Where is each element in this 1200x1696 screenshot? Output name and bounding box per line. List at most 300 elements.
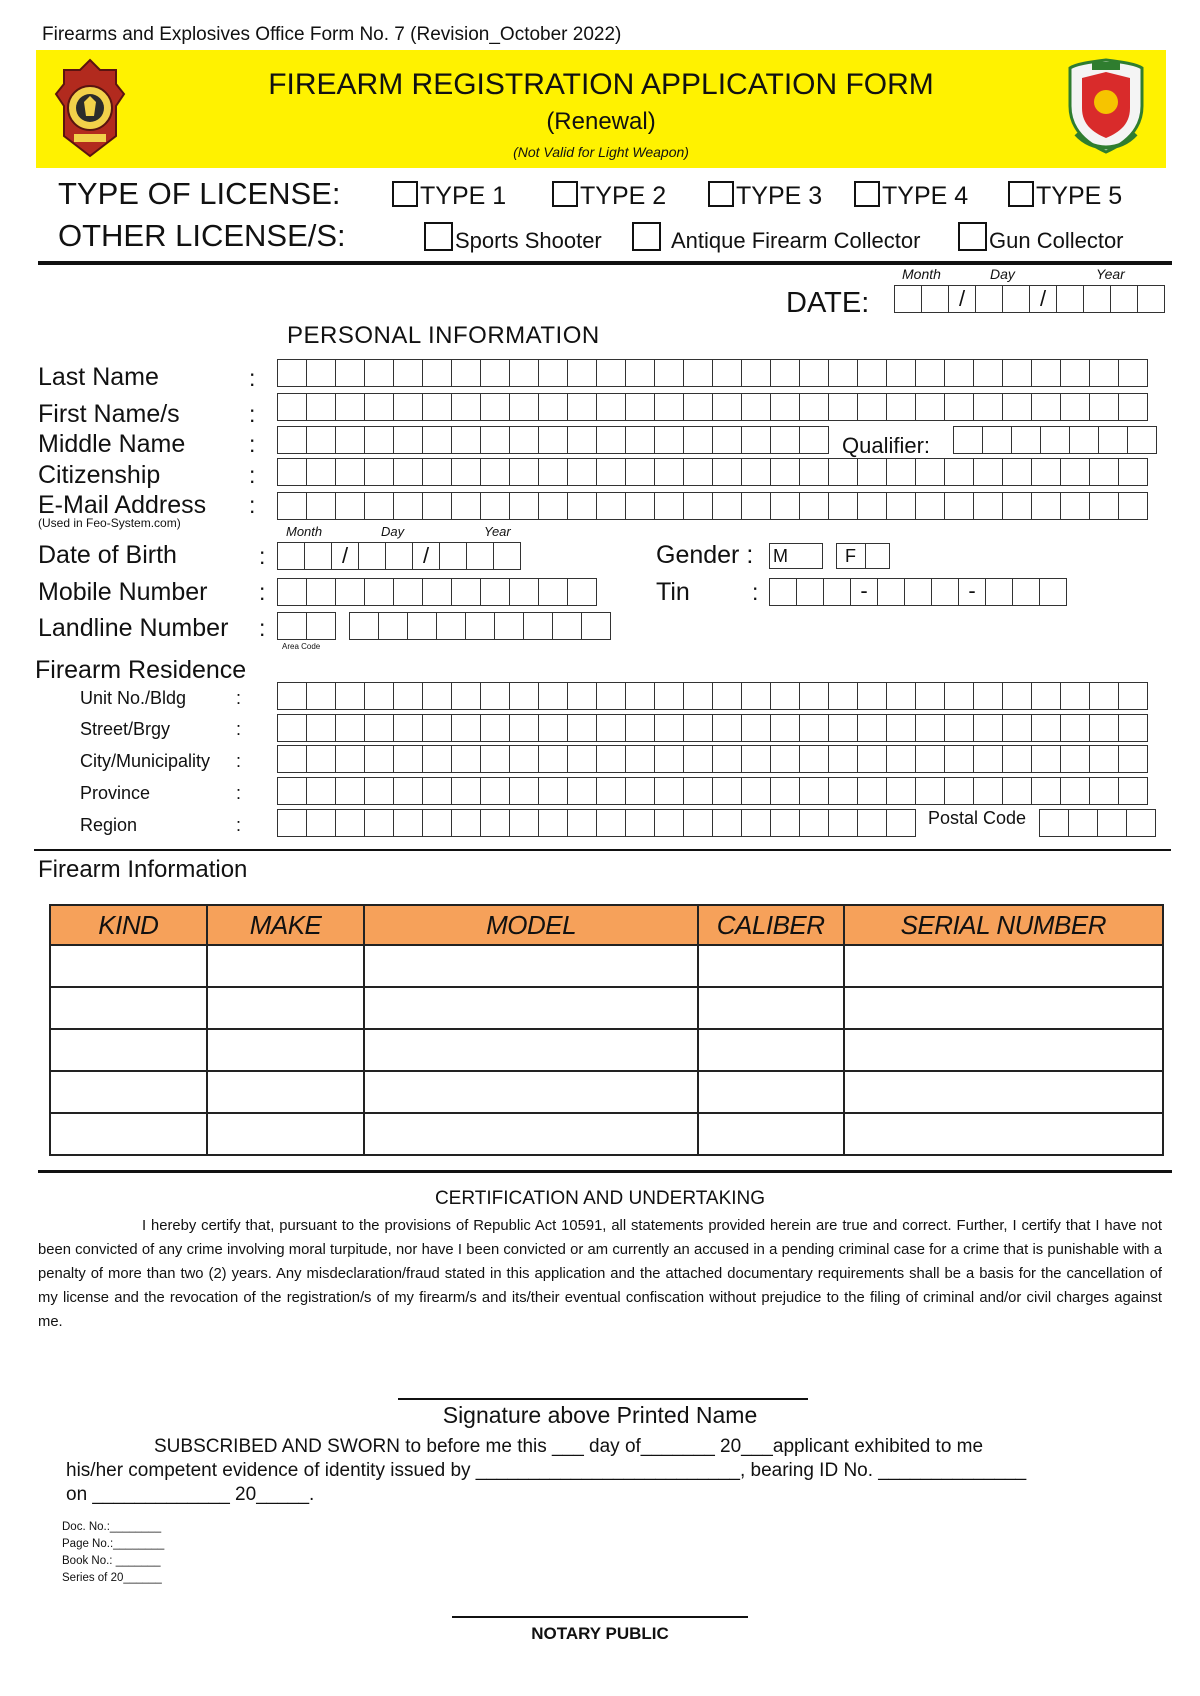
char-box[interactable]: [973, 393, 1003, 421]
gender-m-box[interactable]: [769, 543, 823, 569]
char-box[interactable]: [567, 809, 597, 837]
char-box[interactable]: [1039, 578, 1067, 606]
char-box[interactable]: [886, 492, 916, 520]
char-box[interactable]: [277, 612, 307, 640]
char-box[interactable]: [385, 542, 413, 570]
char-box[interactable]: [1002, 682, 1032, 710]
char-box[interactable]: [1060, 393, 1090, 421]
char-box[interactable]: [1002, 458, 1032, 486]
char-box[interactable]: [828, 777, 858, 805]
char-box[interactable]: [335, 578, 365, 606]
char-box[interactable]: [683, 745, 713, 773]
char-box[interactable]: [799, 426, 829, 454]
char-box[interactable]: [552, 612, 582, 640]
char-box[interactable]: [770, 714, 800, 742]
serial-cell[interactable]: [844, 1071, 1163, 1113]
char-box[interactable]: [306, 714, 336, 742]
region-field[interactable]: [277, 809, 915, 837]
char-box[interactable]: [886, 682, 916, 710]
char-box[interactable]: [712, 359, 742, 387]
char-box[interactable]: [654, 492, 684, 520]
char-box[interactable]: [857, 745, 887, 773]
char-box[interactable]: [915, 777, 945, 805]
char-box[interactable]: [451, 809, 481, 837]
char-box[interactable]: [538, 426, 568, 454]
char-box[interactable]: [567, 393, 597, 421]
char-box[interactable]: [1002, 492, 1032, 520]
char-box[interactable]: [828, 359, 858, 387]
char-box[interactable]: [422, 426, 452, 454]
char-box[interactable]: [393, 809, 423, 837]
char-box[interactable]: [277, 714, 307, 742]
char-box[interactable]: [654, 458, 684, 486]
char-box[interactable]: [480, 426, 510, 454]
char-box[interactable]: [494, 612, 524, 640]
char-box[interactable]: [944, 359, 974, 387]
char-box[interactable]: [741, 714, 771, 742]
char-box[interactable]: [915, 359, 945, 387]
char-box[interactable]: [306, 426, 336, 454]
char-box[interactable]: [712, 777, 742, 805]
model-cell[interactable]: [364, 1113, 697, 1155]
char-box[interactable]: [973, 359, 1003, 387]
char-box[interactable]: [1110, 285, 1138, 313]
type2-option[interactable]: [552, 181, 666, 211]
char-box[interactable]: [770, 809, 800, 837]
type4-option[interactable]: [854, 181, 968, 211]
char-box[interactable]: [712, 809, 742, 837]
char-box[interactable]: [596, 359, 626, 387]
char-box[interactable]: [364, 777, 394, 805]
char-box[interactable]: [915, 492, 945, 520]
char-box[interactable]: [412, 542, 440, 570]
char-box[interactable]: [596, 777, 626, 805]
char-box[interactable]: [407, 612, 437, 640]
char-box[interactable]: [538, 777, 568, 805]
char-box[interactable]: [741, 682, 771, 710]
gun-collector-checkbox[interactable]: [958, 222, 987, 251]
char-box[interactable]: [857, 714, 887, 742]
char-box[interactable]: [509, 426, 539, 454]
kind-cell[interactable]: [50, 1113, 207, 1155]
sports-shooter-option[interactable]: [424, 222, 602, 254]
char-box[interactable]: [378, 612, 408, 640]
char-box[interactable]: [306, 809, 336, 837]
char-box[interactable]: [877, 578, 905, 606]
char-box[interactable]: [654, 714, 684, 742]
char-box[interactable]: [596, 458, 626, 486]
qualifier-field[interactable]: [953, 426, 1156, 454]
char-box[interactable]: [915, 714, 945, 742]
char-box[interactable]: [480, 809, 510, 837]
char-box[interactable]: [1089, 714, 1119, 742]
mobile-field[interactable]: [277, 578, 596, 606]
char-box[interactable]: [1089, 777, 1119, 805]
char-box[interactable]: [509, 578, 539, 606]
char-box[interactable]: [770, 393, 800, 421]
email-field[interactable]: [277, 492, 1147, 520]
char-box[interactable]: [886, 809, 916, 837]
char-box[interactable]: [741, 492, 771, 520]
serial-cell[interactable]: [844, 1029, 1163, 1071]
char-box[interactable]: [1089, 492, 1119, 520]
char-box[interactable]: [509, 809, 539, 837]
char-box[interactable]: [509, 492, 539, 520]
char-box[interactable]: [538, 393, 568, 421]
char-box[interactable]: [509, 714, 539, 742]
char-box[interactable]: [770, 458, 800, 486]
sports-shooter-checkbox[interactable]: [424, 222, 453, 251]
char-box[interactable]: [828, 492, 858, 520]
char-box[interactable]: [886, 359, 916, 387]
char-box[interactable]: [654, 393, 684, 421]
char-box[interactable]: [770, 745, 800, 773]
char-box[interactable]: [277, 492, 307, 520]
char-box[interactable]: [850, 578, 878, 606]
char-box[interactable]: [770, 359, 800, 387]
char-box[interactable]: [712, 393, 742, 421]
char-box[interactable]: [1002, 285, 1030, 313]
char-box[interactable]: [1012, 578, 1040, 606]
char-box[interactable]: [451, 393, 481, 421]
char-box[interactable]: [451, 458, 481, 486]
char-box[interactable]: [277, 578, 307, 606]
char-box[interactable]: [306, 777, 336, 805]
last-name-field[interactable]: [277, 359, 1147, 387]
char-box[interactable]: [451, 359, 481, 387]
char-box[interactable]: [538, 359, 568, 387]
char-box[interactable]: [625, 682, 655, 710]
char-box[interactable]: [886, 745, 916, 773]
postal-code-field[interactable]: [1039, 809, 1155, 837]
char-box[interactable]: [1126, 809, 1156, 837]
serial-cell[interactable]: [844, 945, 1163, 987]
char-box[interactable]: [567, 492, 597, 520]
type2-checkbox[interactable]: [552, 181, 578, 207]
citizenship-field[interactable]: [277, 458, 1147, 486]
char-box[interactable]: [335, 359, 365, 387]
char-box[interactable]: [857, 393, 887, 421]
char-box[interactable]: [886, 777, 916, 805]
char-box[interactable]: [422, 714, 452, 742]
char-box[interactable]: [857, 777, 887, 805]
char-box[interactable]: [451, 492, 481, 520]
char-box[interactable]: [422, 359, 452, 387]
char-box[interactable]: [1118, 777, 1148, 805]
char-box[interactable]: [1060, 458, 1090, 486]
char-box[interactable]: [799, 458, 829, 486]
char-box[interactable]: [770, 492, 800, 520]
char-box[interactable]: [364, 745, 394, 773]
char-box[interactable]: [915, 458, 945, 486]
make-cell[interactable]: [207, 987, 365, 1029]
char-box[interactable]: [741, 393, 771, 421]
char-box[interactable]: [277, 393, 307, 421]
char-box[interactable]: [741, 745, 771, 773]
char-box[interactable]: [799, 714, 829, 742]
char-box[interactable]: [915, 682, 945, 710]
char-box[interactable]: [335, 426, 365, 454]
char-box[interactable]: [886, 458, 916, 486]
char-box[interactable]: [567, 777, 597, 805]
unit-field[interactable]: [277, 682, 1147, 710]
char-box[interactable]: [596, 745, 626, 773]
char-box[interactable]: [364, 426, 394, 454]
char-box[interactable]: [944, 777, 974, 805]
gun-collector-option[interactable]: [958, 222, 1124, 254]
char-box[interactable]: [770, 777, 800, 805]
char-box[interactable]: [915, 745, 945, 773]
char-box[interactable]: [596, 714, 626, 742]
char-box[interactable]: [1118, 458, 1148, 486]
char-box[interactable]: [828, 809, 858, 837]
char-box[interactable]: [625, 359, 655, 387]
char-box[interactable]: [1002, 777, 1032, 805]
char-box[interactable]: [1011, 426, 1041, 454]
char-box[interactable]: [894, 285, 922, 313]
caliber-cell[interactable]: [698, 987, 844, 1029]
antique-collector-option[interactable]: [632, 222, 920, 254]
char-box[interactable]: [439, 542, 467, 570]
serial-cell[interactable]: [844, 987, 1163, 1029]
char-box[interactable]: [1089, 393, 1119, 421]
char-box[interactable]: [596, 809, 626, 837]
char-box[interactable]: [335, 714, 365, 742]
char-box[interactable]: [493, 542, 521, 570]
char-box[interactable]: [654, 359, 684, 387]
char-box[interactable]: [982, 426, 1012, 454]
char-box[interactable]: [335, 682, 365, 710]
char-box[interactable]: [948, 285, 976, 313]
char-box[interactable]: [1098, 426, 1128, 454]
char-box[interactable]: [393, 359, 423, 387]
char-box[interactable]: [973, 492, 1003, 520]
char-box[interactable]: [654, 777, 684, 805]
char-box[interactable]: [306, 682, 336, 710]
gender-f-box[interactable]: [836, 543, 890, 569]
make-cell[interactable]: [207, 1113, 365, 1155]
char-box[interactable]: [596, 682, 626, 710]
model-cell[interactable]: [364, 987, 697, 1029]
char-box[interactable]: [393, 393, 423, 421]
char-box[interactable]: [451, 682, 481, 710]
char-box[interactable]: [799, 682, 829, 710]
char-box[interactable]: [1068, 809, 1098, 837]
char-box[interactable]: [1002, 359, 1032, 387]
char-box[interactable]: [277, 458, 307, 486]
char-box[interactable]: [1040, 426, 1070, 454]
char-box[interactable]: [422, 745, 452, 773]
char-box[interactable]: [1029, 285, 1057, 313]
char-box[interactable]: [306, 612, 336, 640]
char-box[interactable]: [973, 745, 1003, 773]
kind-cell[interactable]: [50, 1071, 207, 1113]
char-box[interactable]: [1002, 714, 1032, 742]
char-box[interactable]: [741, 426, 771, 454]
char-box[interactable]: [1060, 745, 1090, 773]
char-box[interactable]: [436, 612, 466, 640]
char-box[interactable]: [683, 682, 713, 710]
char-box[interactable]: [335, 777, 365, 805]
char-box[interactable]: [538, 492, 568, 520]
char-box[interactable]: [277, 359, 307, 387]
char-box[interactable]: [509, 393, 539, 421]
char-box[interactable]: [712, 492, 742, 520]
char-box[interactable]: [306, 745, 336, 773]
area-code-field[interactable]: [277, 612, 335, 640]
char-box[interactable]: [480, 745, 510, 773]
char-box[interactable]: [625, 492, 655, 520]
char-box[interactable]: [1089, 745, 1119, 773]
char-box[interactable]: [1069, 426, 1099, 454]
char-box[interactable]: [358, 542, 386, 570]
char-box[interactable]: [828, 682, 858, 710]
char-box[interactable]: [1002, 393, 1032, 421]
char-box[interactable]: [799, 809, 829, 837]
char-box[interactable]: [596, 426, 626, 454]
char-box[interactable]: [904, 578, 932, 606]
char-box[interactable]: [364, 809, 394, 837]
char-box[interactable]: [857, 359, 887, 387]
landline-field[interactable]: [349, 612, 610, 640]
char-box[interactable]: [973, 458, 1003, 486]
char-box[interactable]: [741, 777, 771, 805]
kind-cell[interactable]: [50, 945, 207, 987]
char-box[interactable]: [1089, 359, 1119, 387]
char-box[interactable]: [799, 492, 829, 520]
char-box[interactable]: [975, 285, 1003, 313]
middle-name-field[interactable]: [277, 426, 828, 454]
char-box[interactable]: [581, 612, 611, 640]
char-box[interactable]: [973, 682, 1003, 710]
char-box[interactable]: [422, 809, 452, 837]
char-box[interactable]: [509, 458, 539, 486]
char-box[interactable]: [509, 745, 539, 773]
char-box[interactable]: [509, 777, 539, 805]
char-box[interactable]: [277, 426, 307, 454]
char-box[interactable]: [1118, 682, 1148, 710]
char-box[interactable]: [741, 809, 771, 837]
char-box[interactable]: [712, 682, 742, 710]
char-box[interactable]: [1031, 458, 1061, 486]
char-box[interactable]: [683, 458, 713, 486]
char-box[interactable]: [625, 714, 655, 742]
char-box[interactable]: [1031, 745, 1061, 773]
char-box[interactable]: [480, 714, 510, 742]
first-name-field[interactable]: [277, 393, 1147, 421]
char-box[interactable]: [823, 578, 851, 606]
char-box[interactable]: [683, 359, 713, 387]
char-box[interactable]: [306, 492, 336, 520]
type5-checkbox[interactable]: [1008, 181, 1034, 207]
street-field[interactable]: [277, 714, 1147, 742]
caliber-cell[interactable]: [698, 1113, 844, 1155]
char-box[interactable]: [796, 578, 824, 606]
char-box[interactable]: [1127, 426, 1157, 454]
char-box[interactable]: [985, 578, 1013, 606]
char-box[interactable]: [683, 492, 713, 520]
char-box[interactable]: [799, 359, 829, 387]
char-box[interactable]: [857, 809, 887, 837]
char-box[interactable]: [1089, 458, 1119, 486]
char-box[interactable]: [1118, 492, 1148, 520]
char-box[interactable]: [304, 542, 332, 570]
char-box[interactable]: [567, 458, 597, 486]
char-box[interactable]: [973, 714, 1003, 742]
char-box[interactable]: [393, 777, 423, 805]
char-box[interactable]: [451, 745, 481, 773]
char-box[interactable]: [944, 682, 974, 710]
char-box[interactable]: [567, 359, 597, 387]
char-box[interactable]: [625, 393, 655, 421]
char-box[interactable]: [857, 682, 887, 710]
char-box[interactable]: [393, 714, 423, 742]
char-box[interactable]: [364, 492, 394, 520]
char-box[interactable]: [712, 458, 742, 486]
char-box[interactable]: [654, 682, 684, 710]
antique-collector-checkbox[interactable]: [632, 222, 661, 251]
char-box[interactable]: [364, 682, 394, 710]
char-box[interactable]: [828, 393, 858, 421]
char-box[interactable]: [1097, 809, 1127, 837]
char-box[interactable]: [567, 745, 597, 773]
char-box[interactable]: [335, 458, 365, 486]
type3-option[interactable]: [708, 181, 822, 211]
char-box[interactable]: [451, 426, 481, 454]
char-box[interactable]: [306, 458, 336, 486]
char-box[interactable]: [331, 542, 359, 570]
make-cell[interactable]: [207, 945, 365, 987]
caliber-cell[interactable]: [698, 945, 844, 987]
char-box[interactable]: [944, 745, 974, 773]
char-box[interactable]: [799, 777, 829, 805]
char-box[interactable]: [277, 777, 307, 805]
char-box[interactable]: [480, 492, 510, 520]
char-box[interactable]: [973, 777, 1003, 805]
char-box[interactable]: [944, 393, 974, 421]
char-box[interactable]: [625, 426, 655, 454]
dob-field[interactable]: [277, 542, 520, 570]
char-box[interactable]: [1031, 714, 1061, 742]
char-box[interactable]: [921, 285, 949, 313]
char-box[interactable]: [335, 745, 365, 773]
char-box[interactable]: [958, 578, 986, 606]
char-box[interactable]: [828, 745, 858, 773]
char-box[interactable]: [1031, 682, 1061, 710]
char-box[interactable]: [1118, 714, 1148, 742]
city-field[interactable]: [277, 745, 1147, 773]
char-box[interactable]: [567, 714, 597, 742]
char-box[interactable]: [523, 612, 553, 640]
char-box[interactable]: [712, 426, 742, 454]
char-box[interactable]: [1118, 359, 1148, 387]
char-box[interactable]: [422, 393, 452, 421]
char-box[interactable]: [393, 458, 423, 486]
char-box[interactable]: [683, 393, 713, 421]
kind-cell[interactable]: [50, 987, 207, 1029]
char-box[interactable]: [683, 809, 713, 837]
char-box[interactable]: [277, 682, 307, 710]
char-box[interactable]: [466, 542, 494, 570]
char-box[interactable]: [915, 393, 945, 421]
char-box[interactable]: [1118, 745, 1148, 773]
char-box[interactable]: [741, 359, 771, 387]
type5-option[interactable]: [1008, 181, 1122, 211]
char-box[interactable]: [538, 745, 568, 773]
char-box[interactable]: [857, 458, 887, 486]
model-cell[interactable]: [364, 1071, 697, 1113]
char-box[interactable]: [349, 612, 379, 640]
